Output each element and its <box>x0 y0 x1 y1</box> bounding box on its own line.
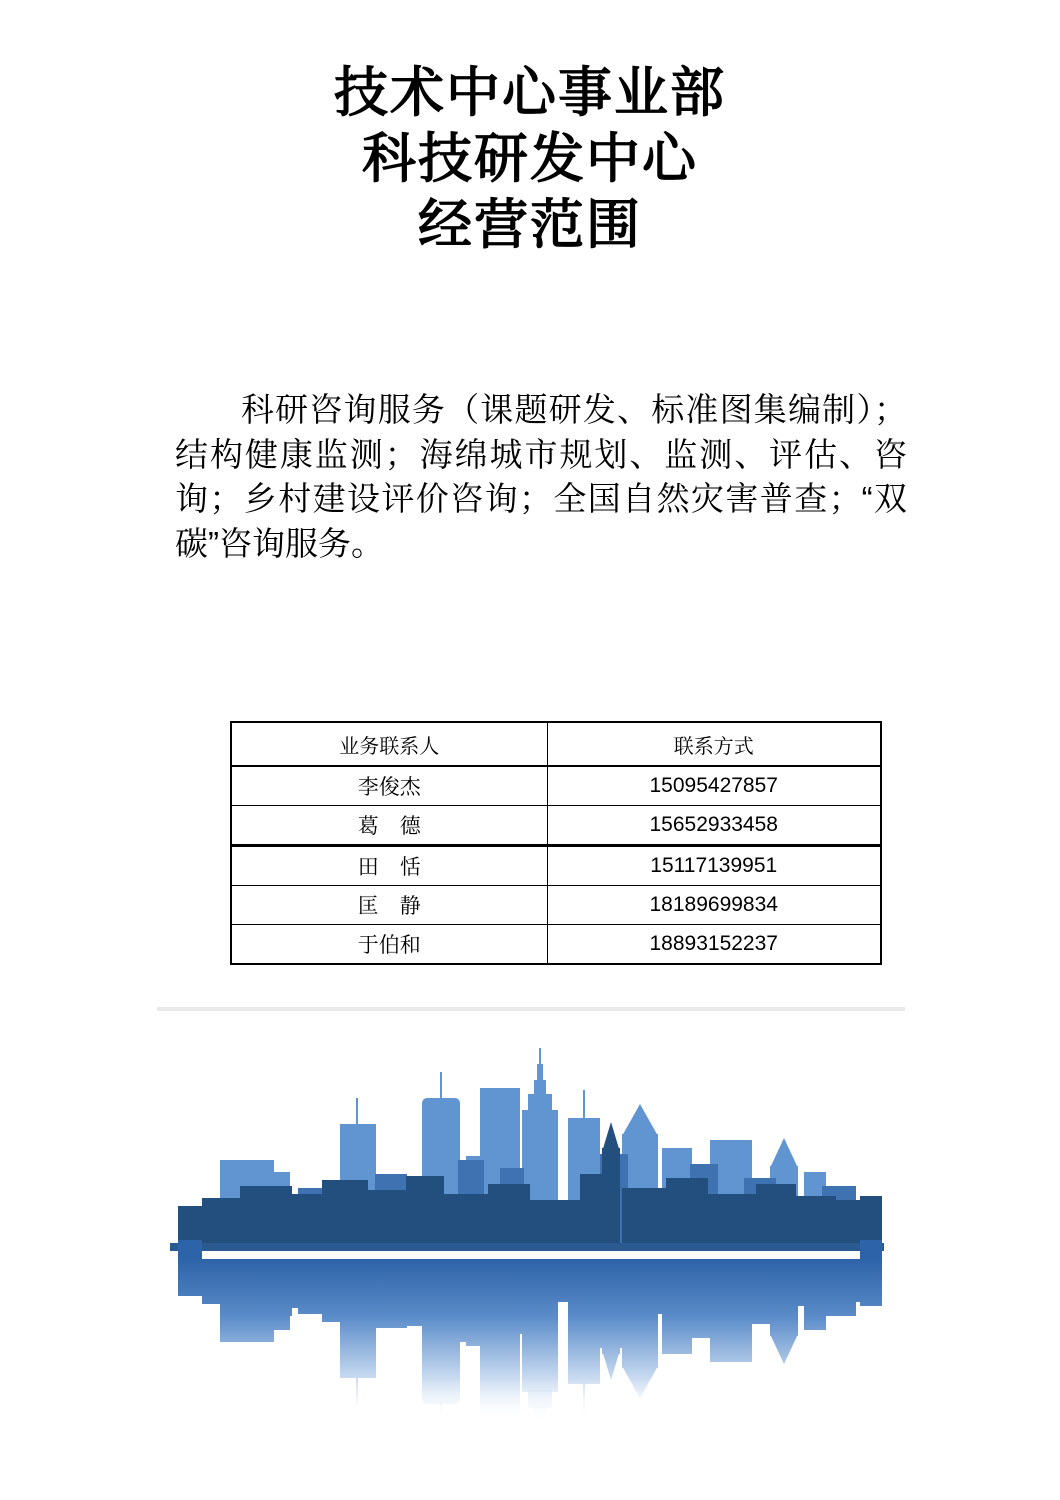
contact-name: 李俊杰 <box>231 766 547 806</box>
title-line-2: 科技研发中心 <box>362 129 698 189</box>
table-header-contact-method: 联系方式 <box>547 722 881 766</box>
contact-name: 田 恬 <box>231 846 547 886</box>
contact-row <box>231 925 881 965</box>
city-skyline-graphic <box>170 1048 890 1448</box>
city-skyline-image <box>170 1048 890 1448</box>
contact-name: 匡 静 <box>231 886 547 925</box>
contact-phone: 18893152237 <box>547 925 881 965</box>
contact-table-header-row <box>231 722 881 766</box>
contact-table <box>230 721 882 965</box>
contact-name: 葛 德 <box>231 806 547 846</box>
contact-phone: 15652933458 <box>547 806 881 846</box>
contact-row <box>231 766 881 806</box>
contact-row <box>231 806 881 846</box>
business-scope-paragraph: 科研咨询服务（课题研发、标准图集编制）；结构健康监测；海绵城市规划、监测、评估、咨询；乡村建设评价咨询；全国自然灾害普查；“双碳”咨询服务。 <box>175 391 907 562</box>
contact-phone: 15117139951 <box>547 846 881 886</box>
contact-name: 于伯和 <box>231 925 547 965</box>
table-header-contact-person: 业务联系人 <box>231 722 547 766</box>
document-title <box>0 60 1060 258</box>
contact-row <box>231 846 881 886</box>
title-line-3: 经营范围 <box>418 195 642 255</box>
contact-phone: 15095427857 <box>547 766 881 806</box>
title-line-1: 技术中心事业部 <box>334 63 726 123</box>
contact-row <box>231 886 881 925</box>
section-divider <box>157 1007 905 1011</box>
contact-phone: 18189699834 <box>547 886 881 925</box>
